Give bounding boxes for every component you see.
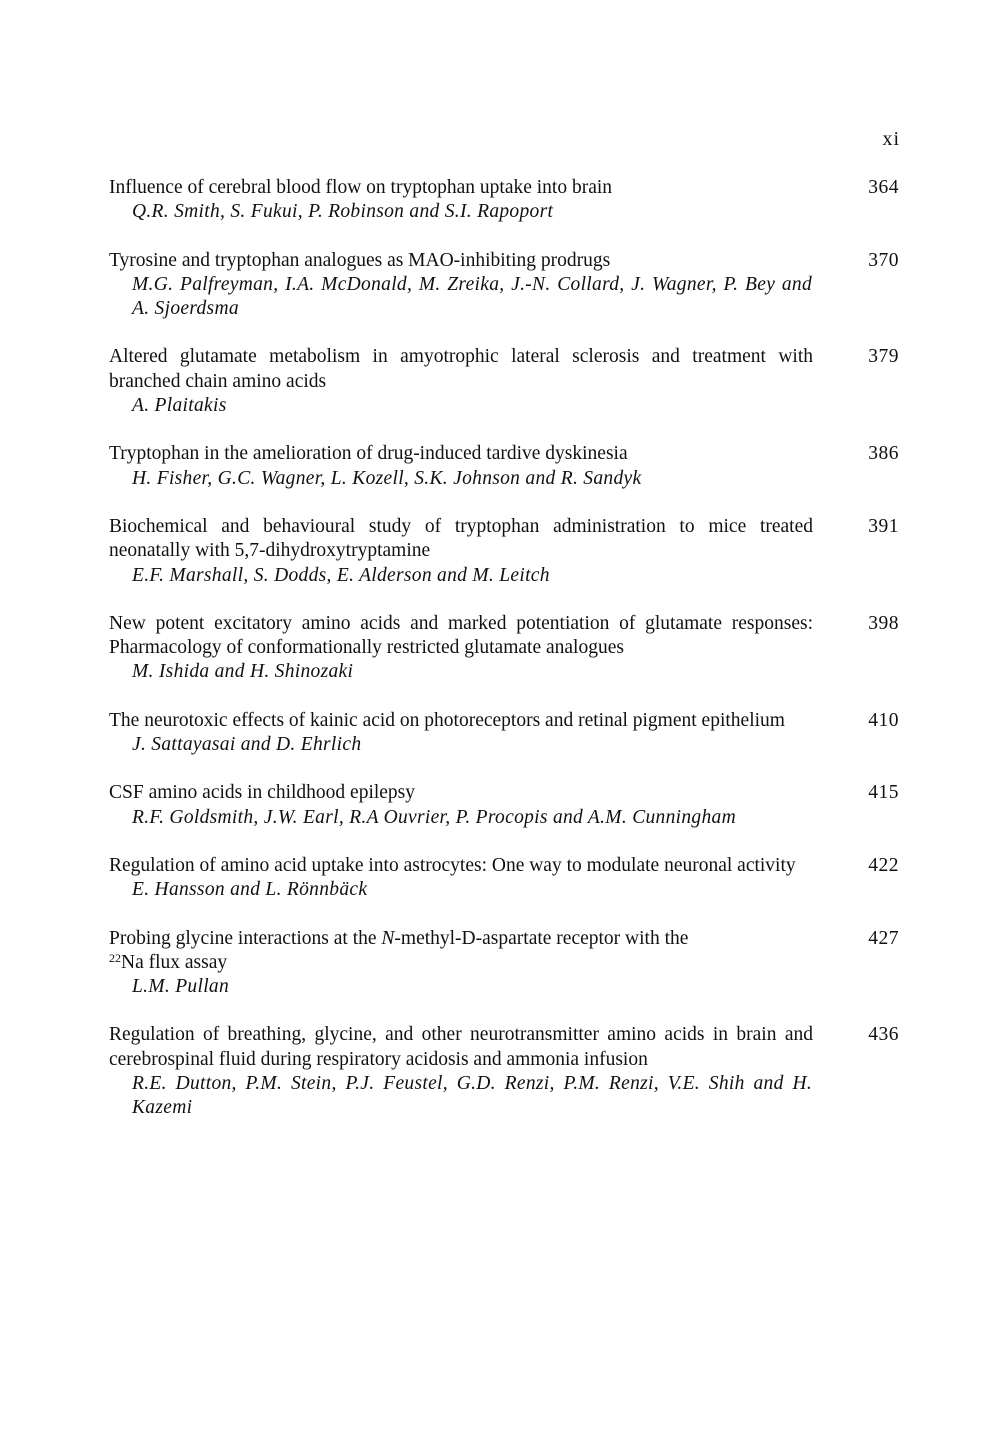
entry-authors: A. Plaitakis bbox=[132, 395, 227, 417]
entry-title: Biochemical and behavioural study of tryptophan administration to mice treated neonatally with 5,7-dihydroxytryptamine bbox=[109, 515, 813, 562]
entry-title: Tryptophan in the amelioration of drug-induced tardive dyskinesia bbox=[109, 443, 628, 465]
toc-entry bbox=[109, 612, 901, 685]
entry-authors: M.G. Palfreyman, I.A. McDonald, M. Zreika, J.-N. Collard, J. Wagner, P. Bey and A. Sjoerdsma bbox=[132, 273, 812, 320]
page-number: xi bbox=[882, 128, 900, 150]
toc-entry bbox=[109, 515, 901, 588]
toc-entry bbox=[109, 1023, 901, 1120]
entry-page-number: 415 bbox=[868, 782, 899, 804]
entry-page-number: 370 bbox=[868, 249, 899, 271]
entry-title: Altered glutamate metabolism in amyotrophic lateral sclerosis and treatment with branched chain amino acids bbox=[109, 346, 813, 392]
entry-page-number: 422 bbox=[868, 854, 899, 876]
entry-title: New potent excitatory amino acids and marked potentiation of glutamate responses: Pharmacology of conformationally restricted glutamate analogues bbox=[109, 612, 813, 659]
entry-page-number: 427 bbox=[868, 927, 899, 949]
title-text: Probing glycine interactions at the bbox=[109, 927, 382, 949]
entry-title: The neurotoxic effects of kainic acid on photoreceptors and retinal pigment epithelium bbox=[109, 709, 785, 731]
entry-authors: M. Ishida and H. Shinozaki bbox=[132, 661, 354, 683]
entry-authors: E.F. Marshall, S. Dodds, E. Alderson and M. Leitch bbox=[132, 564, 550, 586]
entry-title bbox=[109, 927, 813, 976]
entry-authors: H. Fisher, G.C. Wagner, L. Kozell, S.K. Johnson and R. Sandyk bbox=[132, 467, 642, 489]
entry-title: Regulation of breathing, glycine, and other neurotransmitter amino acids in brain and cerebrospinal fluid during respiratory acidosis and ammonia infusion bbox=[109, 1024, 813, 1070]
entry-page-number: 386 bbox=[868, 443, 899, 465]
entry-authors: J. Sattayasai and D. Ehrlich bbox=[132, 734, 362, 756]
title-italic: N bbox=[381, 927, 395, 949]
toc-entry bbox=[109, 345, 901, 418]
entry-authors: E. Hansson and L. Rönnbäck bbox=[132, 879, 368, 901]
entry-page-number: 410 bbox=[868, 709, 899, 731]
toc-entry bbox=[109, 442, 901, 491]
entry-title: Tyrosine and tryptophan analogues as MAO-inhibiting prodrugs bbox=[109, 249, 611, 271]
title-text: Na flux assay bbox=[121, 951, 228, 973]
toc-entry bbox=[109, 927, 901, 1000]
toc-entry bbox=[109, 781, 901, 830]
title-text: -methyl-D-aspartate receptor with the bbox=[394, 927, 689, 949]
entry-authors: R.E. Dutton, P.M. Stein, P.J. Feustel, G.D. Renzi, P.M. Renzi, V.E. Shih and H. Kazemi bbox=[132, 1073, 812, 1119]
entry-page-number: 436 bbox=[868, 1024, 899, 1046]
toc-entry bbox=[109, 176, 901, 225]
entry-title: Regulation of amino acid uptake into astrocytes: One way to modulate neuronal activity bbox=[109, 854, 796, 876]
entry-page-number: 364 bbox=[868, 177, 899, 198]
table-of-contents bbox=[109, 176, 901, 1145]
entry-page-number: 379 bbox=[868, 346, 899, 368]
entry-page-number: 398 bbox=[868, 612, 899, 634]
title-superscript: 22 bbox=[109, 950, 121, 965]
entry-page-number: 391 bbox=[868, 515, 899, 537]
entry-authors: R.F. Goldsmith, J.W. Earl, R.A Ouvrier, P. Procopis and A.M. Cunningham bbox=[132, 806, 736, 828]
toc-entry bbox=[109, 709, 901, 758]
toc-entry bbox=[109, 249, 901, 322]
toc-entry bbox=[109, 854, 901, 903]
entry-title: Influence of cerebral blood flow on tryptophan uptake into brain bbox=[109, 177, 613, 198]
entry-title: CSF amino acids in childhood epilepsy bbox=[109, 782, 416, 804]
entry-authors: Q.R. Smith, S. Fukui, P. Robinson and S.I. Rapoport bbox=[132, 201, 554, 223]
entry-authors: L.M. Pullan bbox=[132, 976, 230, 998]
